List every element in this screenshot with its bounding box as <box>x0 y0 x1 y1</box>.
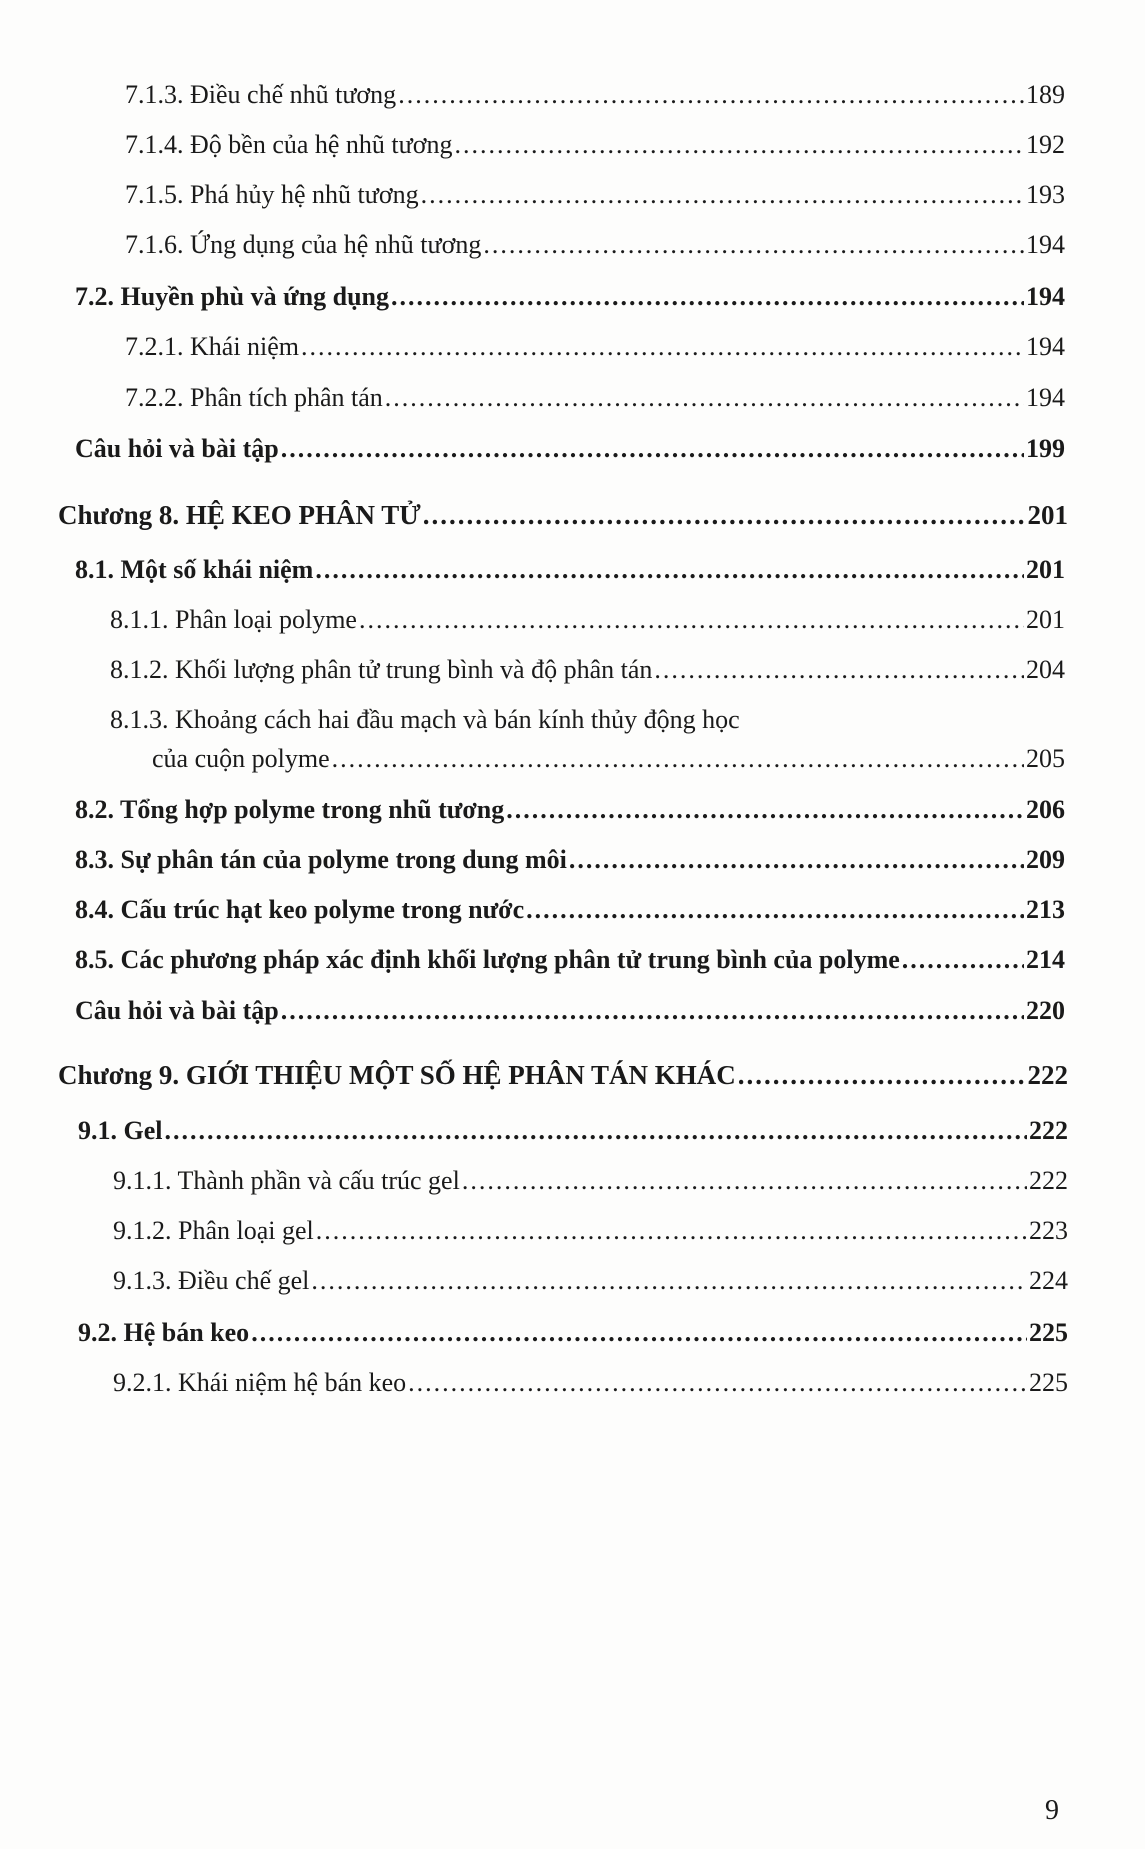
toc-entry-8-3 <box>75 845 1065 875</box>
toc-entry-9-2 <box>78 1318 1068 1348</box>
dot-leader <box>251 1318 1027 1348</box>
toc-entry-9-1-1 <box>113 1166 1068 1196</box>
toc-entry-title: 9.2.1. Khái niệm hệ bán keo <box>113 1368 407 1397</box>
toc-entry-page: 220 <box>1026 996 1065 1025</box>
toc-chapter-8 <box>58 500 1068 530</box>
dot-leader <box>165 1116 1028 1146</box>
toc-entry-title: 8.1.2. Khối lượng phân tử trung bình và độ phân tán <box>110 655 653 684</box>
toc-entry-7-1-5 <box>125 180 1065 210</box>
dot-leader <box>462 1166 1027 1196</box>
toc-entry-title: 7.2. Huyền phù và ứng dụng <box>75 282 390 311</box>
dot-leader <box>315 555 1024 585</box>
dot-leader <box>408 1368 1027 1398</box>
dot-leader <box>385 383 1024 413</box>
toc-entry-page: 224 <box>1029 1266 1068 1295</box>
toc-entry-title: 7.1.6. Ứng dụng của hệ nhũ tương <box>125 230 482 259</box>
toc-entry-page: 209 <box>1026 845 1065 874</box>
dot-leader <box>332 744 1024 774</box>
page-number: 9 <box>1045 1795 1059 1826</box>
dot-leader <box>391 282 1024 312</box>
dot-leader <box>526 895 1024 925</box>
toc-entry-8-4 <box>75 895 1065 925</box>
toc-chapter-9 <box>58 1060 1068 1090</box>
toc-entry-title: 7.1.3. Điều chế nhũ tương <box>125 80 397 109</box>
toc-entry-questions-8 <box>75 996 1065 1026</box>
toc-entry-page: 225 <box>1029 1318 1068 1347</box>
toc-entry-8-1-3-line2 <box>152 744 1065 774</box>
toc-entry-title: của cuộn polyme <box>152 744 330 773</box>
toc-entry-page: 201 <box>1027 500 1068 530</box>
toc-entry-page: 193 <box>1026 180 1065 209</box>
dot-leader <box>483 230 1024 260</box>
toc-entry-page: 222 <box>1029 1116 1068 1145</box>
dot-leader <box>301 332 1024 362</box>
toc-entry-title: 7.2.1. Khái niệm <box>125 332 300 361</box>
toc-entry-page: 194 <box>1026 230 1065 259</box>
dot-leader <box>738 1060 1026 1090</box>
toc-entry-page: 194 <box>1026 282 1065 311</box>
toc-entry-questions-7 <box>75 434 1065 464</box>
dot-leader <box>398 80 1024 110</box>
toc-entry-page: 192 <box>1026 130 1065 159</box>
toc-entry-page: 204 <box>1026 655 1065 684</box>
toc-entry-title: 9.1.2. Phân loại gel <box>113 1216 314 1245</box>
toc-entry-title: 8.3. Sự phân tán của polyme trong dung môi <box>75 845 567 874</box>
toc-entry-8-2 <box>75 795 1065 825</box>
toc-entry-page: 206 <box>1026 795 1065 824</box>
toc-entry-page: 205 <box>1026 744 1065 773</box>
dot-leader <box>569 845 1024 875</box>
toc-entry-title: 7.2.2. Phân tích phân tán <box>125 383 383 412</box>
toc-entry-7-2-2 <box>125 383 1065 413</box>
toc-entry-page: 225 <box>1029 1368 1068 1397</box>
toc-entry-page: 213 <box>1026 895 1065 924</box>
dot-leader <box>506 795 1024 825</box>
toc-entry-page: 222 <box>1029 1166 1068 1195</box>
dot-leader <box>281 996 1024 1026</box>
toc-entry-title: Chương 8. HỆ KEO PHÂN TỬ <box>58 500 421 530</box>
toc-entry-9-1 <box>78 1116 1068 1146</box>
toc-entry-7-1-3 <box>125 80 1065 110</box>
toc-entry-page: 194 <box>1026 383 1065 412</box>
dot-leader <box>902 945 1024 975</box>
toc-entry-title: 8.5. Các phương pháp xác định khối lượng phân tử trung bình của polyme <box>75 945 900 974</box>
toc-entry-title: 9.1.1. Thành phần và cấu trúc gel <box>113 1166 460 1195</box>
dot-leader <box>311 1266 1027 1296</box>
toc-entry-page: 189 <box>1026 80 1065 109</box>
toc-entry-title: Câu hỏi và bài tập <box>75 996 279 1025</box>
toc-entry-page: 223 <box>1029 1216 1068 1245</box>
toc-entry-9-2-1 <box>113 1368 1068 1398</box>
toc-entry-title: 9.1. Gel <box>78 1116 163 1145</box>
dot-leader <box>281 434 1024 464</box>
toc-entry-7-2 <box>75 282 1065 312</box>
toc-entry-page: 199 <box>1026 434 1065 463</box>
toc-entry-8-1-2 <box>110 655 1065 685</box>
toc-entry-title: 9.2. Hệ bán keo <box>78 1318 250 1347</box>
toc-entry-7-2-1 <box>125 332 1065 362</box>
toc-entry-page: 222 <box>1027 1060 1068 1090</box>
toc-entry-title: 8.1. Một số khái niệm <box>75 555 314 584</box>
toc-entry-title: 8.1.1. Phân loại polyme <box>110 605 357 634</box>
toc-entry-title: 7.1.4. Độ bền của hệ nhũ tương <box>125 130 453 159</box>
toc-entry-8-1 <box>75 555 1065 585</box>
dot-leader <box>654 655 1024 685</box>
dot-leader <box>423 500 1026 530</box>
dot-leader <box>316 1216 1027 1246</box>
toc-entry-title: 9.1.3. Điều chế gel <box>113 1266 310 1295</box>
toc-entry-8-5 <box>75 945 1065 975</box>
toc-entry-title: Chương 9. GIỚI THIỆU MỘT SỐ HỆ PHÂN TÁN KHÁC <box>58 1060 736 1090</box>
toc-entry-title: 8.2. Tổng hợp polyme trong nhũ tương <box>75 795 505 824</box>
toc-entry-title: 7.1.5. Phá hủy hệ nhũ tương <box>125 180 419 209</box>
toc-entry-9-1-2 <box>113 1216 1068 1246</box>
toc-entry-page: 194 <box>1026 332 1065 361</box>
toc-entry-8-1-1 <box>110 605 1065 635</box>
dot-leader <box>455 130 1024 160</box>
toc-entry-8-1-3-line1: 8.1.3. Khoảng cách hai đầu mạch và bán kính thủy động học <box>110 705 740 734</box>
toc-entry-9-1-3 <box>113 1266 1068 1296</box>
toc-entry-7-1-6 <box>125 230 1065 260</box>
toc-entry-7-1-4 <box>125 130 1065 160</box>
toc-entry-page: 214 <box>1026 945 1065 974</box>
toc-entry-page: 201 <box>1026 555 1065 584</box>
dot-leader <box>421 180 1024 210</box>
dot-leader <box>359 605 1024 635</box>
toc-entry-title: Câu hỏi và bài tập <box>75 434 279 463</box>
toc-entry-title: 8.4. Cấu trúc hạt keo polyme trong nước <box>75 895 525 924</box>
toc-entry-page: 201 <box>1026 605 1065 634</box>
